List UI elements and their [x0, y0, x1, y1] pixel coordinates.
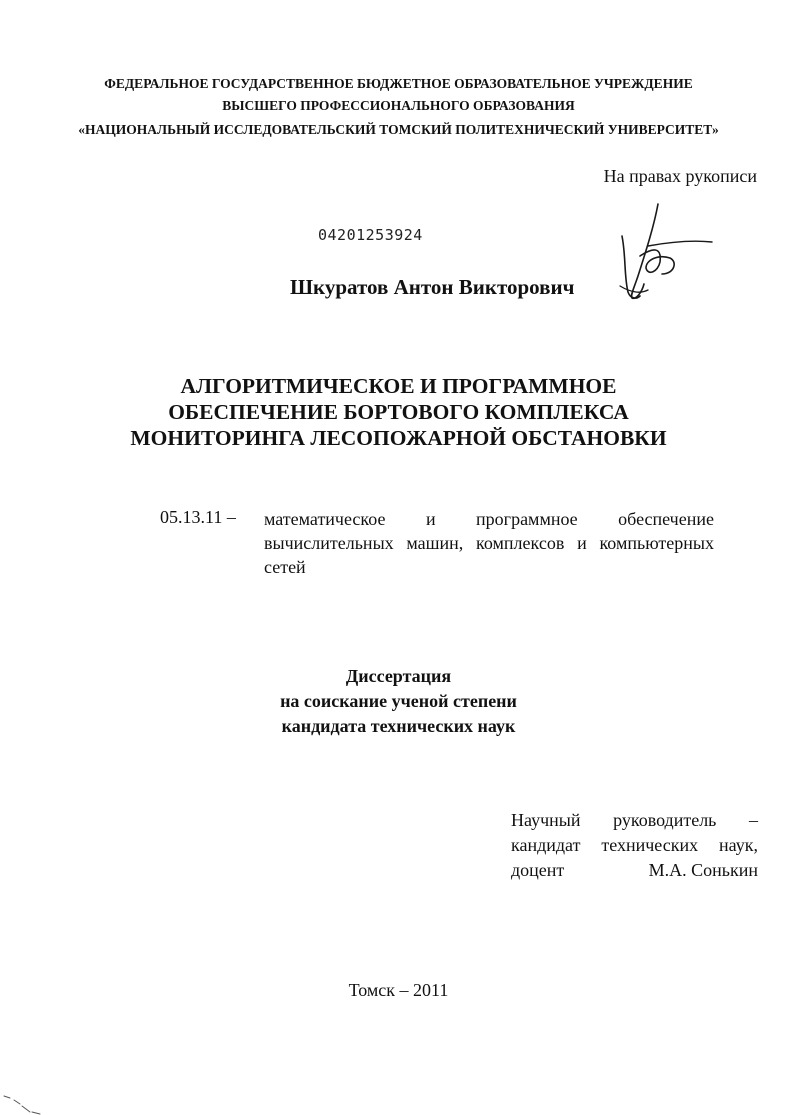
- adviser-line-2: [511, 833, 758, 858]
- adviser-word: наук,: [719, 835, 758, 855]
- specialty-line-3: [264, 555, 714, 579]
- adviser-word: Научный: [511, 810, 581, 830]
- document-code: 04201253924: [318, 226, 423, 244]
- scientific-adviser: [511, 808, 758, 883]
- thesis-degree-line-1: на соискание ученой степени: [280, 691, 517, 711]
- thesis-title-line-2: ОБЕСПЕЧЕНИЕ БОРТОВОГО КОМПЛЕКСА: [168, 400, 629, 424]
- institution-line-1: ФЕДЕРАЛЬНОЕ ГОСУДАРСТВЕННОЕ БЮДЖЕТНОЕ ОБРАЗОВАТЕЛЬНОЕ УЧРЕЖДЕНИЕ: [104, 76, 693, 91]
- adviser-word: руководитель: [613, 810, 717, 830]
- specialty-word: и: [425, 509, 436, 529]
- adviser-word: кандидат: [511, 835, 581, 855]
- city-year: Томск – 2011: [348, 980, 449, 1000]
- specialty-word: сетей: [264, 557, 306, 577]
- adviser-line-3: [511, 858, 758, 883]
- specialty-word: машин,: [406, 533, 464, 553]
- signature-icon: [600, 196, 720, 306]
- specialty-word: вычислительных: [264, 533, 394, 553]
- specialty-word: обеспечение: [618, 509, 714, 529]
- adviser-name: М.А. Сонькин: [648, 860, 758, 880]
- adviser-word: –: [748, 810, 758, 830]
- manuscript-rights-note: На правах рукописи: [603, 166, 757, 186]
- thesis-title-line-1: АЛГОРИТМИЧЕСКОЕ И ПРОГРАММНОЕ: [180, 374, 617, 398]
- specialty-word: программное: [476, 509, 578, 529]
- institution-line-3: «НАЦИОНАЛЬНЫЙ ИССЛЕДОВАТЕЛЬСКИЙ ТОМСКИЙ ПОЛИТЕХНИЧЕСКИЙ УНИВЕРСИТЕТ»: [78, 122, 719, 137]
- specialty-word: математическое: [264, 509, 386, 529]
- specialty-word: компьютерных: [599, 533, 714, 553]
- specialty-code: 05.13.11 –: [160, 507, 236, 527]
- author-name: Шкуратов Антон Викторович: [290, 275, 575, 299]
- adviser-position: доцент: [511, 860, 565, 880]
- specialty-word: комплексов: [476, 533, 565, 553]
- specialty-description: [264, 507, 714, 579]
- specialty-line-1: [264, 507, 714, 531]
- adviser-word: технических: [601, 835, 699, 855]
- scan-artifact-icon: [0, 1090, 60, 1115]
- specialty-word: и: [577, 533, 587, 553]
- thesis-degree-line-2: кандидата технических наук: [281, 716, 516, 736]
- thesis-title-line-3: МОНИТОРИНГА ЛЕСОПОЖАРНОЙ ОБСТАНОВКИ: [130, 426, 667, 450]
- thesis-type: Диссертация: [345, 666, 452, 686]
- institution-line-2: ВЫСШЕГО ПРОФЕССИОНАЛЬНОГО ОБРАЗОВАНИЯ: [222, 98, 575, 113]
- adviser-line-1: [511, 808, 758, 833]
- specialty-line-2: [264, 531, 714, 555]
